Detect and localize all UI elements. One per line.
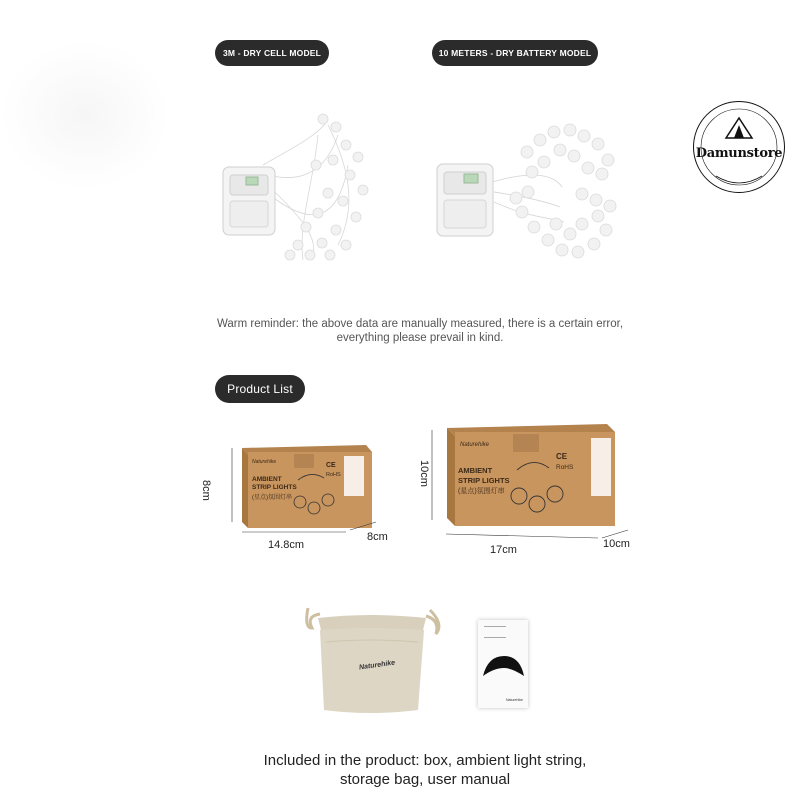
large-box-rohs: RoHS [556,464,574,471]
small-box-title-2: STRIP LIGHTS [252,484,297,491]
string-lights-10m-image [432,112,622,267]
small-box-ce: CE [326,462,336,469]
small-box-height: 8cm [200,480,212,501]
large-box-height: 10cm [418,460,430,487]
storage-bag-brand: Naturehike [358,659,396,672]
manual-text-lines [484,626,506,638]
large-box-dimension-lines [428,424,648,548]
small-box-depth: 8cm [367,531,388,543]
large-box-title-cn: (星点)氛围灯串 [458,488,505,495]
reminder-line-2: everything please prevail in kind. [336,332,504,344]
large-box-title-1: AMBIENT [458,466,493,475]
manual-logo-graphic [478,650,528,680]
small-box-length: 14.8cm [268,539,305,551]
large-box-title-2: STRIP LIGHTS [458,476,510,485]
logo-name: Damunstore [695,146,783,161]
caption-line-1: Included in the product: box, ambient light string, [263,752,587,769]
label-3m-model: 3M - DRY CELL MODEL [215,40,329,66]
small-box-title-cn: (星点)氛围灯串 [252,495,292,501]
small-box-rohs: RoHS [326,472,341,478]
storage-bag-image [300,598,448,720]
damunstore-logo [693,101,785,193]
caption-line-2: storage bag, user manual [339,771,511,788]
background-smudge [0,40,170,190]
label-10m-model: 10 METERS - DRY BATTERY MODEL [432,40,598,66]
manual-brand: Naturehike [506,698,523,702]
small-box-brand: Naturehike [252,459,277,465]
logo-ring-text-decoration [694,102,784,192]
large-box-length: 17cm [490,544,517,556]
reminder-line-1: Warm reminder: the above data are manually measured, there is a certain error, [216,318,624,330]
user-manual-image [478,620,528,708]
small-box-dimension-lines [228,440,388,540]
large-box-depth: 10cm [603,538,630,550]
large-box-ce: CE [556,452,568,461]
label-product-list: Product List [215,375,305,403]
string-lights-3m-image [218,105,383,265]
large-box-brand: Naturehike [460,442,490,448]
small-box-title-1: AMBIENT [252,476,282,483]
